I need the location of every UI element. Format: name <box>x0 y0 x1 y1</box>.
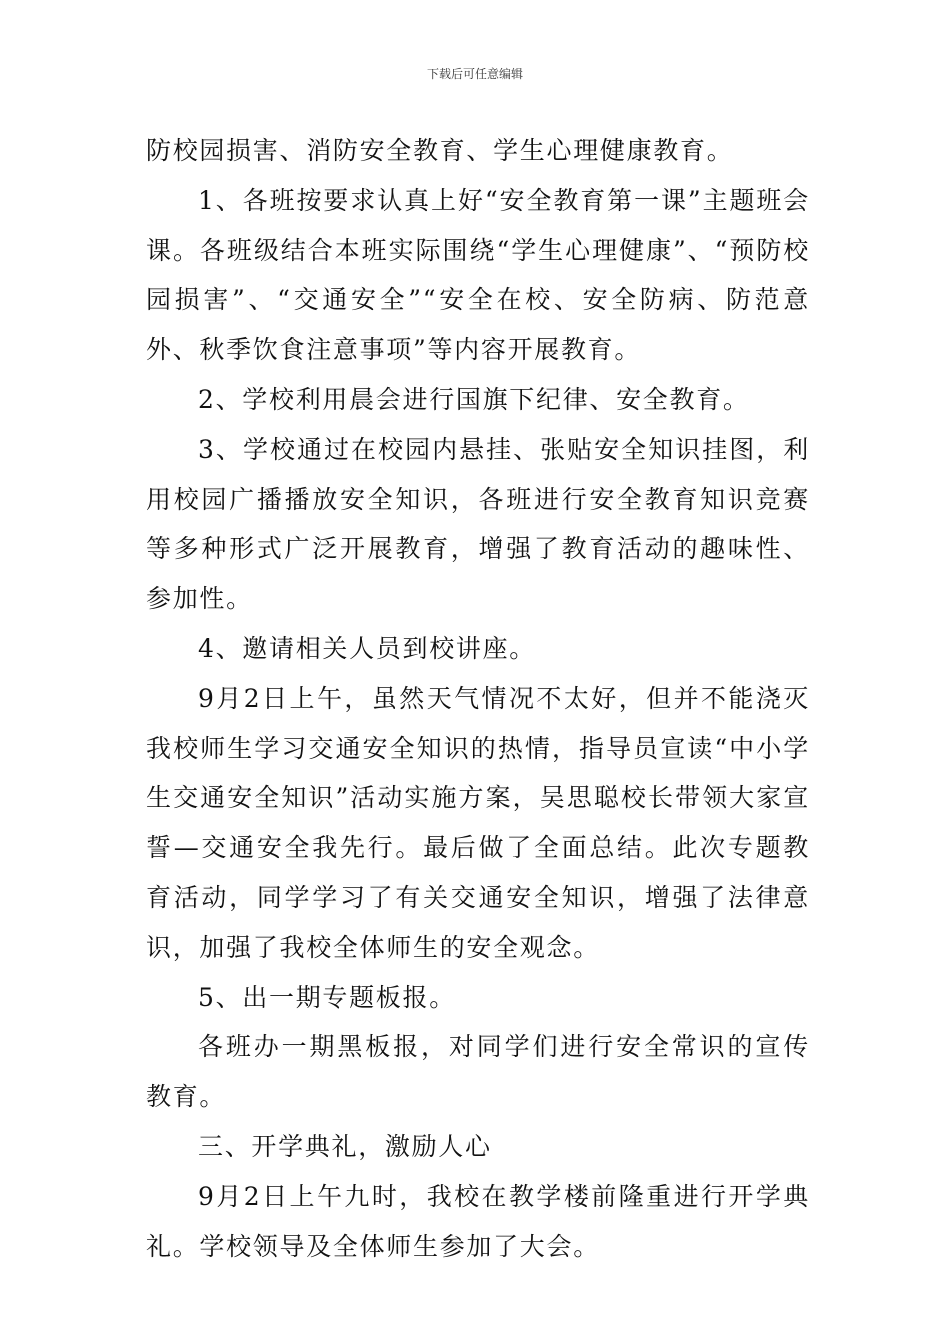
paragraph-4: 3、学校通过在校园内悬挂、张贴安全知识挂图，利用校园广播播放安全知识，各班进行安全教育知识竞赛等多种形式广泛开展教育，增强了教育活动的趣味性、参加性。 <box>146 434 810 614</box>
paragraph-5: 4、邀请相关人员到校讲座。 <box>198 633 537 663</box>
paragraph-8: 各班办一期黑板报，对同学们进行安全常识的宣传教育。 <box>146 1032 810 1112</box>
paragraph-6: 9月2日上午，虽然天气情况不太好，但并不能浇灭我校师生学习交通安全知识的热情，指导员宣读“中小学生交通安全知识”活动实施方案，吴思聪校长带领大家宣誓—交通安全我先行。最后做了全面总结。此次专题教育活动，同学学习了有关交通安全知识，增强了法律意识，加强了我校全体师生的安全观念。 <box>146 683 810 962</box>
paragraph-10: 9月2日上午九时，我校在教学楼前隆重进行开学典礼。学校领导及全体师生参加了大会。 <box>146 1181 810 1261</box>
section-heading-3: 三、开学典礼，激励人心 <box>198 1131 492 1161</box>
paragraph-2: 1、各班按要求认真上好“安全教育第一课”主题班会课。各班级结合本班实际围绕“学生心理健康”、“预防校园损害”、“交通安全”“安全在校、安全防病、防范意外、秋季饮食注意事项”等内容开展教育。 <box>146 185 810 365</box>
document-body <box>146 126 810 1271</box>
paragraph-1: 防校园损害、消防安全教育、学生心理健康教育。 <box>146 136 734 165</box>
page-header-note: 下载后可任意编辑 <box>426 67 523 81</box>
paragraph-7: 5、出一期专题板报。 <box>198 982 456 1012</box>
paragraph-3: 2、学校利用晨会进行国旗下纪律、安全教育。 <box>198 384 750 414</box>
